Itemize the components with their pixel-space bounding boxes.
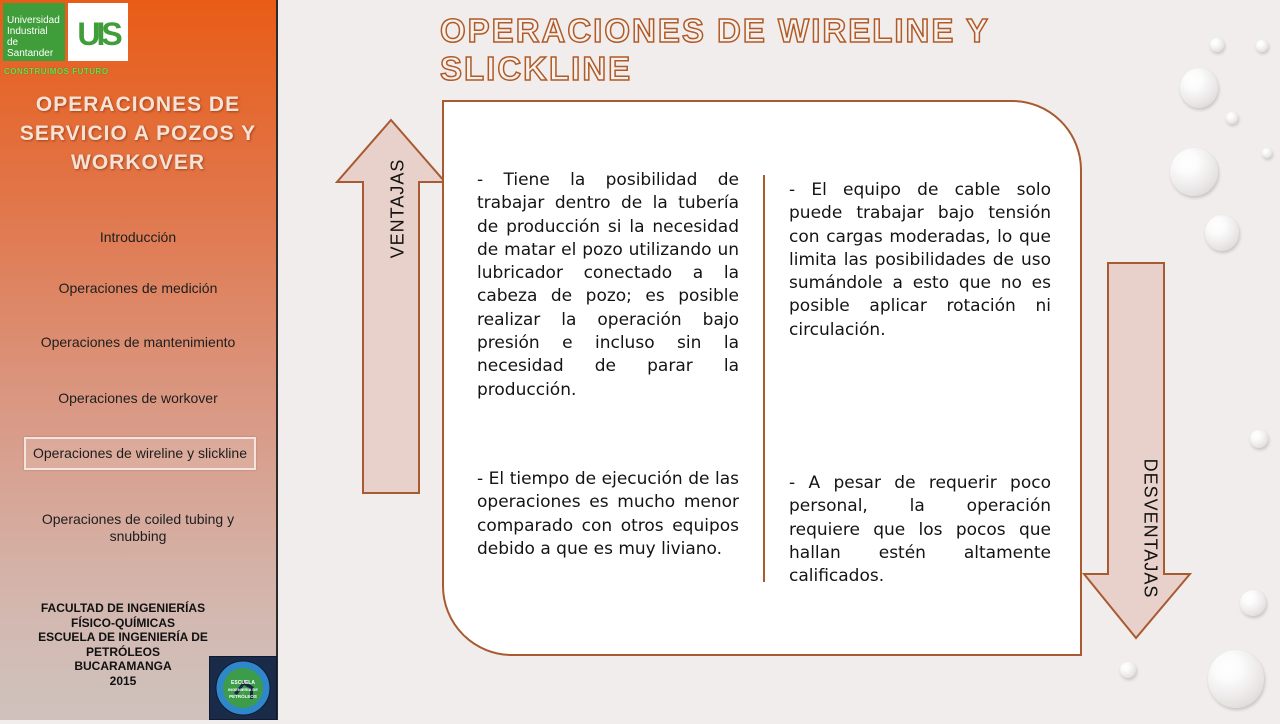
nav-item-operaciones-de-wireline-y-slickline[interactable]: Operaciones de wireline y slickline [24, 437, 256, 470]
water-drop-decoration [1120, 662, 1136, 678]
water-drop-decoration [1250, 430, 1268, 448]
sidebar-title-line: SERVICIO A POZOS Y [19, 122, 257, 145]
water-drop-decoration [1210, 38, 1224, 52]
nav-item-operaciones-de-medicion[interactable]: Operaciones de medición [58, 280, 218, 296]
faculty-line: FACULTAD DE INGENIERÍAS [40, 601, 206, 615]
water-drop-decoration [1262, 148, 1272, 158]
faculty-line: PETRÓLEOS [85, 644, 160, 659]
column-divider [763, 175, 765, 582]
faculty-info [14, 601, 232, 688]
nav-item-operaciones-de-workover[interactable]: Operaciones de workover [58, 390, 218, 406]
desventaja-paragraph: - El equipo de cable solo puede trabajar bajo tensión con cargas moderadas, lo que limita las posibilidades de uso sumándole a esto que no es posible aplicar rotación ni circulación. [789, 180, 1051, 340]
water-drop-decoration [1205, 215, 1239, 251]
ventajas-label: VENTAJAS [387, 158, 408, 259]
faculty-line: ESCUELA DE INGENIERÍA DE [38, 630, 208, 644]
ventaja-paragraph: - Tiene la posibilidad de trabajar dentro de la tubería de producción si la necesidad de matar el pozo utilizando un lubricador conectado a la cabeza de pozo; es posible realizar la operación bajo presión e incluso sin la necesidad de parar la producción. [477, 170, 739, 400]
water-drop-decoration [1170, 148, 1218, 196]
sidebar-title-line: WORKOVER [71, 151, 205, 174]
university-name-line: Universidad [7, 15, 60, 26]
water-drop-decoration [1240, 590, 1266, 616]
nav-item-introduccion[interactable]: Introducción [99, 229, 177, 245]
ventaja-paragraph: - El tiempo de ejecución de las operaciones es mucho menor comparado con otros equipos debido a que es muy liviano. [477, 469, 739, 559]
uis-monogram-logo [68, 3, 128, 61]
sidebar [0, 0, 278, 720]
uis-logo [3, 3, 65, 61]
nav-item-operaciones-de-mantenimiento[interactable]: Operaciones de mantenimiento [40, 334, 236, 350]
sidebar-title-line: OPERACIONES DE [35, 93, 241, 116]
school-logo-text: PETRÓLEOS [229, 694, 257, 699]
faculty-line: FÍSICO-QUÍMICAS [71, 615, 175, 630]
faculty-line: 2015 [109, 673, 137, 688]
university-name-line: Industrial de [7, 26, 48, 48]
school-of-petroleum-logo [209, 656, 277, 720]
sidebar-title [6, 90, 270, 177]
desventajas-label: DESVENTAJAS [1140, 458, 1161, 599]
university-name-line: Santander [7, 48, 54, 59]
faculty-line: BUCARAMANGA [74, 659, 172, 673]
school-logo-text: INGENIERÍA DE [228, 687, 258, 692]
page-title: OPERACIONES DE WIRELINE Y SLICKLINE [440, 12, 990, 87]
water-drop-decoration [1208, 650, 1264, 708]
water-drop-decoration [1226, 112, 1238, 124]
school-logo-text: ESCUELA [231, 680, 255, 686]
arrow-down-icon [1082, 262, 1192, 640]
tagline: CONSTRUIMOS FUTURO [4, 67, 109, 76]
nav-item-operaciones-de-coiled-tubing-y-snubbing[interactable]: Operaciones de coiled tubing y snubbing [41, 511, 235, 544]
water-drop-decoration [1180, 68, 1218, 108]
uis-monogram-text: UIS [77, 16, 119, 52]
water-drop-decoration [1256, 40, 1268, 52]
desventaja-paragraph: - A pesar de requerir poco personal, la operación requiere que los pocos que hallan estén altamente calificados. [789, 473, 1051, 587]
